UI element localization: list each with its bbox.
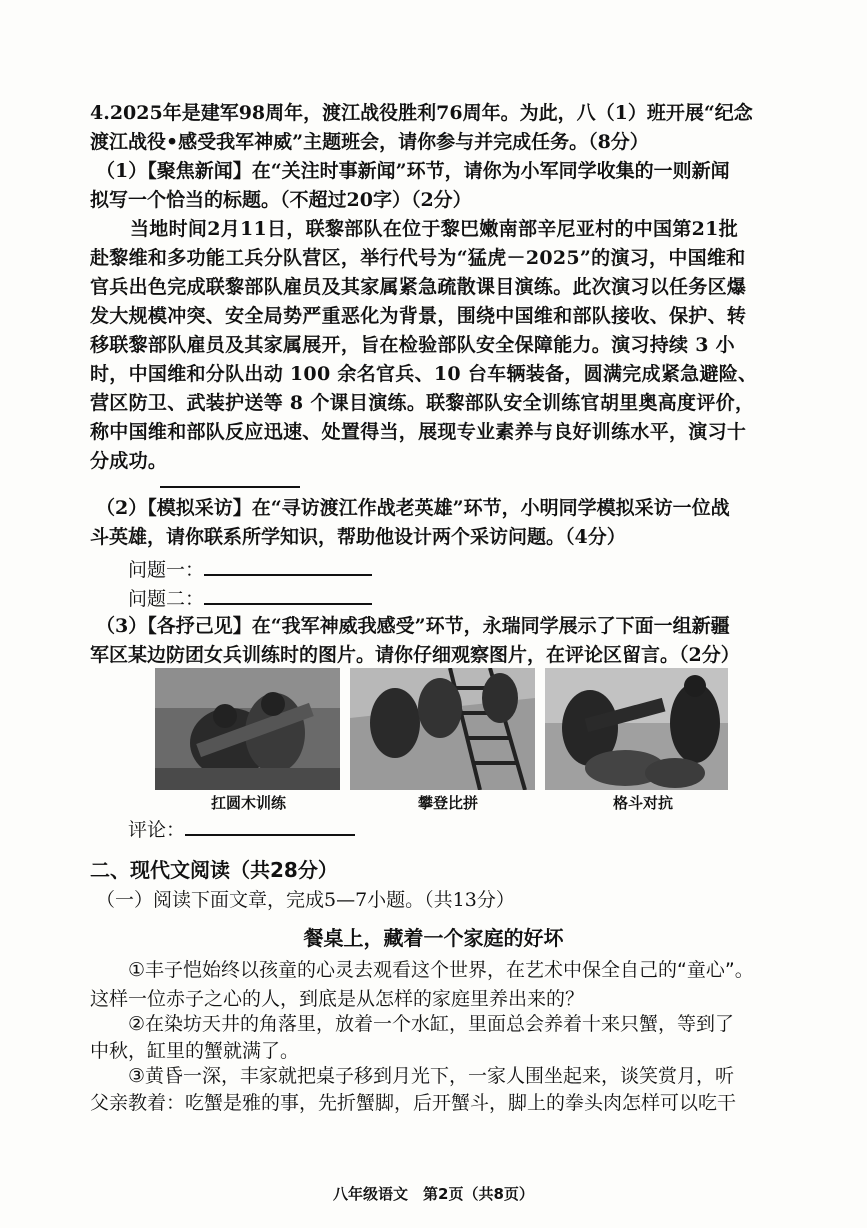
question-two-answer-line[interactable]	[204, 585, 372, 605]
question-one-answer-line[interactable]	[204, 556, 372, 576]
q4-sub1-line2: 拟写一个恰当的标题。（不超过20字）（2分）	[90, 189, 472, 211]
caption-climbing-contest: 攀登比拼	[418, 794, 479, 812]
q4-line2: 渡江战役•感受我军神威”主题班会，请你参与并完成任务。（8分）	[90, 131, 649, 153]
photo-combat-drill	[545, 668, 728, 790]
question-one-label: 问题一：	[128, 559, 205, 581]
comment-row	[128, 816, 355, 842]
news-line: 发大规模冲突、安全局势严重恶化为背景，围绕中国维和部队接收、保护、转	[90, 305, 747, 327]
comment-answer-line[interactable]	[185, 816, 355, 836]
caption-combat-drill: 格斗对抗	[613, 794, 674, 812]
news-line: 营区防卫、武装护送等 8 个课目演练。联黎部队安全训练官胡里奥高度评价，	[90, 392, 755, 414]
section-heading: 二、现代文阅读（共28分）	[90, 858, 338, 882]
paragraph-line: ②在染坊天井的角落里，放着一个水缸，里面总会养着十来只蟹，等到了	[128, 1013, 735, 1035]
paragraph-line: 中秋，缸里的蟹就满了。	[90, 1040, 300, 1062]
q4-sub3-line1: （3）【各抒己见】在“我军神威我感受”环节，永瑞同学展示了下面一组新疆	[96, 615, 730, 637]
article-title: 餐桌上，藏着一个家庭的好坏	[303, 926, 564, 950]
news-line: 分成功。	[90, 450, 168, 472]
title-answer-line[interactable]	[160, 486, 300, 488]
q4-sub3-line2: 军区某边防团女兵训练时的图片。请你仔细观察图片，在评论区留言。（2分）	[90, 644, 740, 666]
news-line: 时，中国维和分队出动 100 余名官兵、10 台车辆装备，圆满完成紧急避险、	[90, 363, 758, 385]
q4-line1: 4.2025年是建军98周年，渡江战役胜利76周年。为此，八（1）班开展“纪念	[90, 102, 753, 124]
photo-climbing-contest	[350, 668, 535, 790]
q4-sub1-line1: （1）【聚焦新闻】在“关注时事新闻”环节，请你为小军同学收集的一则新闻	[96, 160, 730, 182]
question-one-row	[128, 556, 372, 582]
question-two-label: 问题二：	[128, 588, 205, 610]
news-line: 当地时间2月11日，联黎部队在位于黎巴嫩南部辛尼亚村的中国第21批	[130, 218, 739, 240]
paragraph-line: 父亲教着：吃蟹是雅的事，先折蟹脚，后开蟹斗，脚上的拳头肉怎样可以吃干	[90, 1092, 737, 1114]
q4-sub2-line2: 斗英雄，请你联系所学知识，帮助他设计两个采访问题。（4分）	[90, 526, 626, 548]
part-instruction: （一）阅读下面文章，完成5—7小题。（共13分）	[96, 889, 515, 911]
news-line: 移联黎部队雇员及其家属展开，旨在检验部队安全保障能力。演习持续 3 小	[90, 334, 735, 356]
news-line: 赴黎维和多功能工兵分队营区，举行代号为“猛虎－2025”的演习，中国维和	[90, 247, 746, 269]
question-two-row	[128, 585, 372, 611]
paragraph-line: ③黄昏一深，丰家就把桌子移到月光下，一家人围坐起来，谈笑赏月，听	[128, 1065, 735, 1087]
paragraph-line: 这样一位赤子之心的人，到底是从怎样的家庭里养出来的？	[90, 988, 585, 1010]
paragraph-line: ①丰子恺始终以孩童的心灵去观看这个世界，在艺术中保全自己的“童心”。	[128, 959, 754, 981]
comment-label: 评论：	[128, 819, 186, 841]
caption-log-training: 扛圆木训练	[211, 794, 287, 812]
photo-log-training	[155, 668, 340, 790]
news-line: 称中国维和部队反应迅速、处置得当，展现专业素养与良好训练水平，演习十	[90, 421, 747, 443]
q4-sub2-line1: （2）【模拟采访】在“寻访渡江作战老英雄”环节，小明同学模拟采访一位战	[96, 497, 730, 519]
news-line: 官兵出色完成联黎部队雇员及其家属紧急疏散课目演练。此次演习以任务区爆	[90, 276, 747, 298]
page-footer: 八年级语文 第2页（共8页）	[333, 1185, 534, 1203]
